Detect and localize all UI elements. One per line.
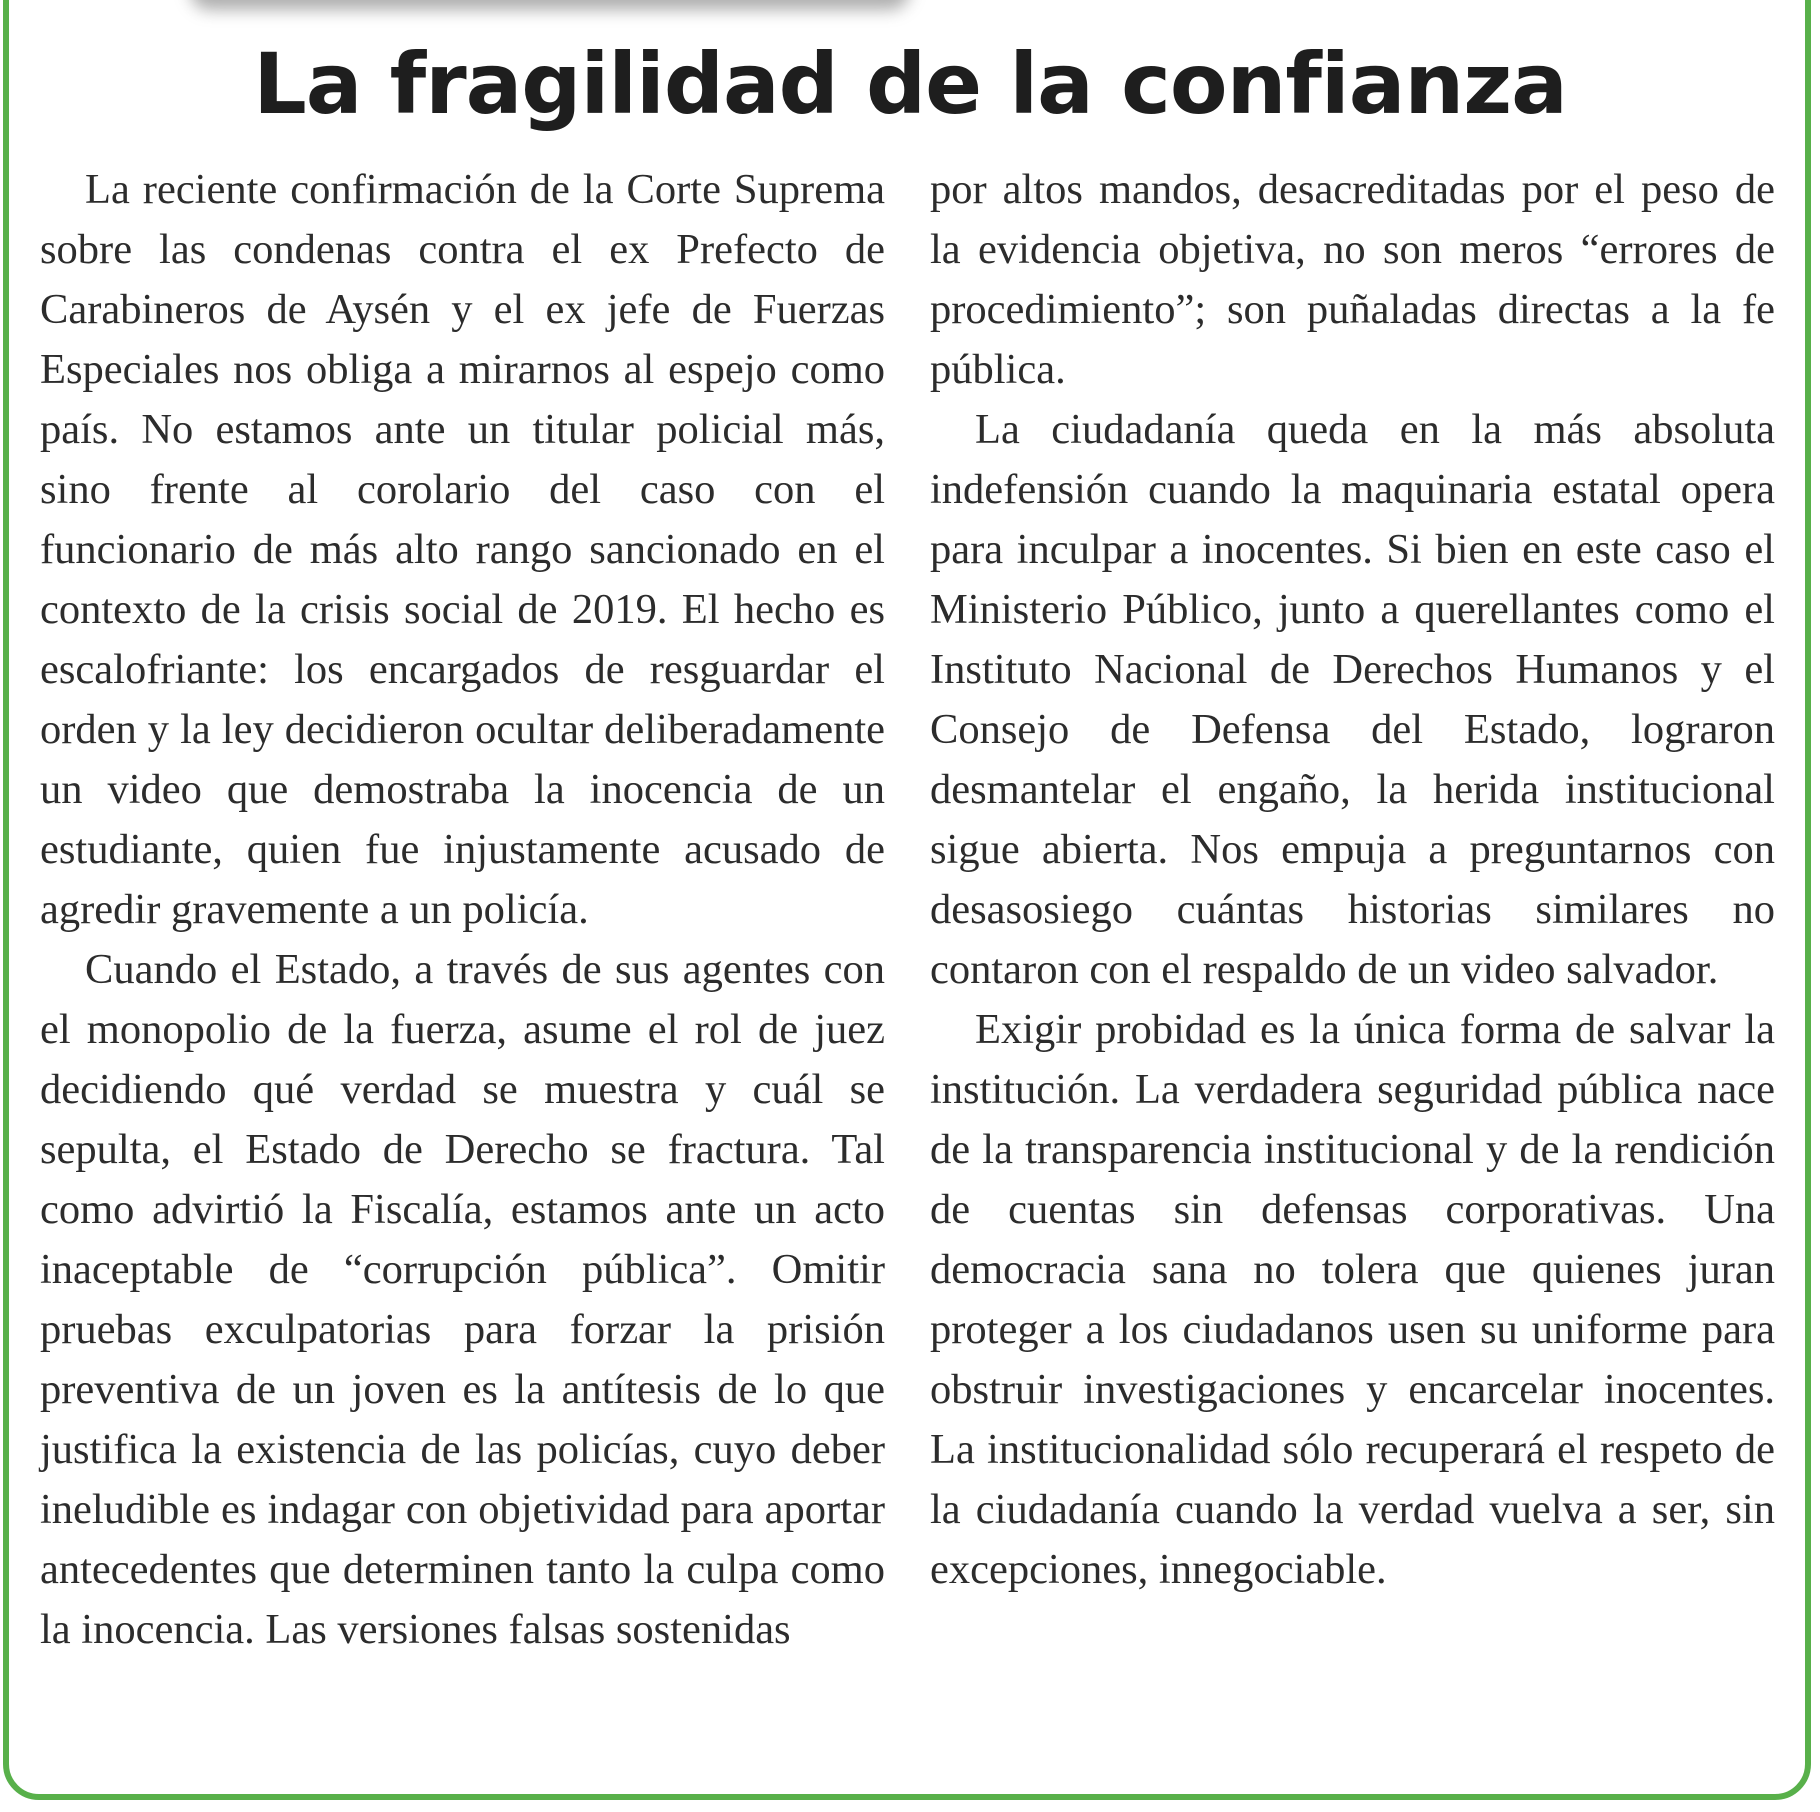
column-left (40, 160, 885, 1660)
article-title: La fragilidad de la confianza (253, 35, 1567, 133)
paragraph-2: Cuando el Estado, a través de sus agentes con el monopolio de la fuerza, asume el rol de juez decidiendo qué verdad se muestra y cuál se sepulta, el Estado de Derecho se fractura. Tal como advirtió la Fiscalía, estamos ante un acto inaceptable de “corrupción pública”. Omitir pruebas exculpatorias para forzar la prisión preventiva de un joven es la antítesis de lo que justifica la existencia de las policías, cuyo deber ineludible es indagar con objetividad para aportar antecedentes que determinen tanto la culpa como la inocencia. Las versiones falsas sostenidas (40, 946, 885, 1653)
paragraph-4: Exigir probidad es la única forma de salvar la institución. La verdadera seguridad pública nace de la transparencia institucional y de la rendición de cuentas sin defensas corporativas. Una democracia sana no tolera que quienes juran proteger a los ciudadanos usen su uniforme para obstruir investigaciones y encarcelar inocentes. La institucionalidad sólo recuperará el respeto de la ciudadanía cuando la verdad vuelva a ser, sin excepciones, innegociable. (930, 1006, 1775, 1593)
paragraph-2-continuation: por altos mandos, desacreditadas por el peso de la evidencia objetiva, no son meros “errores de procedimiento”; son puñaladas directas a la fe pública. (930, 166, 1775, 393)
column-right (930, 160, 1775, 1660)
paragraph-1: La reciente confirmación de la Corte Suprema sobre las condenas contra el ex Prefecto de Carabineros de Aysén y el ex jefe de Fuerzas Especiales nos obliga a mirarnos al espejo como país. No estamos ante un titular policial más, sino frente al corolario del caso con el funcionario de más alto rango sancionado en el contexto de la crisis social de 2019. El hecho es escalofriante: los encargados de resguardar el orden y la ley decidieron ocultar deliberadamente un video que demostraba la inocencia de un estudiante, quien fue injustamente acusado de agredir gravemente a un policía. (40, 166, 885, 933)
blurred-section-header (190, 0, 910, 10)
paragraph-3: La ciudadanía queda en la más absoluta indefensión cuando la maquinaria estatal opera para inculpar a inocentes. Si bien en este caso el Ministerio Público, junto a querellantes como el Instituto Nacional de Derechos Humanos y el Consejo de Defensa del Estado, lograron desmantelar el engaño, la herida institucional sigue abierta. Nos empuja a preguntarnos con desasosiego cuántas historias similares no contaron con el respaldo de un video salvador. (930, 406, 1775, 993)
article-body (40, 160, 1775, 1660)
